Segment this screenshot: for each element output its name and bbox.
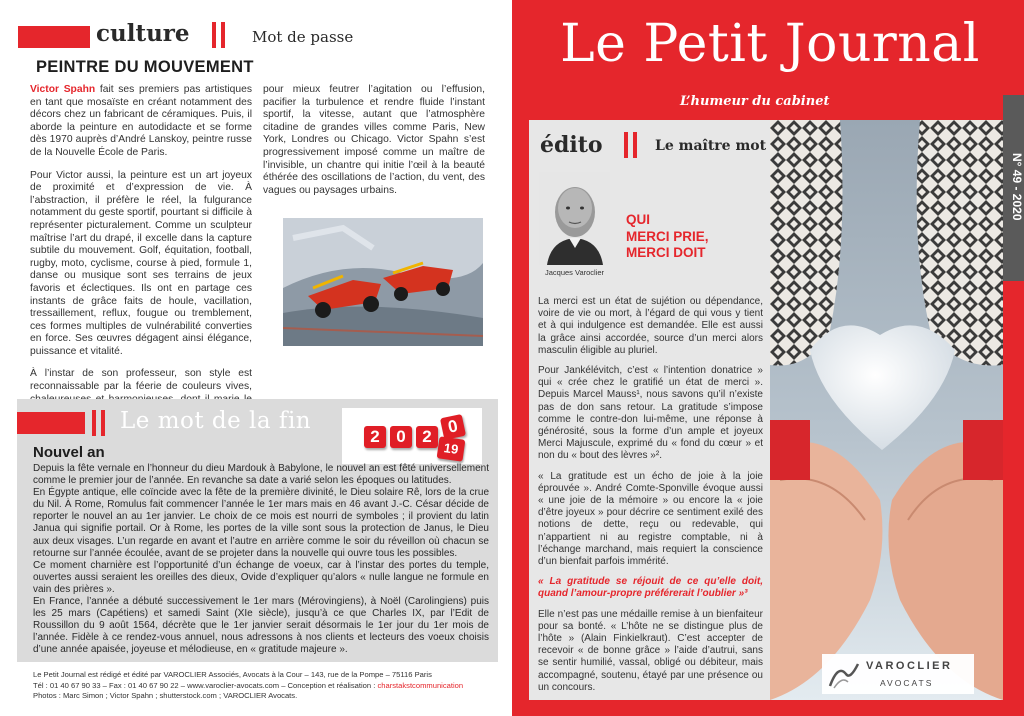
masthead-subtitle: L’humeur du cabinet [680, 94, 830, 109]
article-column-2 [263, 84, 485, 207]
fin-divider [92, 410, 105, 436]
fin-accent-bar [17, 412, 85, 434]
fin-paragraph: Depuis la fête vernale en l’honneur du dieu Mardouk à Babylone, le nouvel an est fêté universellement comme le premier jour de l’année. En revanche sa date a varié selon les époques ou latitudes. [33, 463, 489, 487]
logo-wordmark: VAROCLIER [866, 660, 953, 672]
edito-tagline: Le maître mot [655, 138, 767, 154]
author-name: Jacques Varoclier [545, 268, 605, 277]
issue-number: N° 49 - 2020 [1010, 153, 1024, 221]
die-icon: 2 [364, 426, 386, 448]
article-column-1 [30, 84, 252, 429]
portrait-illustration [539, 172, 610, 265]
section-divider [212, 22, 225, 48]
fin-heading: Nouvel an [33, 444, 105, 461]
edito-paragraph: Elle n’est pas une médaille remise à un bienfaiteur pour sa bonté. « L’hôte ne se distingue plus de l’hôte » (Alain Finkielkraut). C’est accepter de recevoir « de bonne grâce » l’aide d’autrui, sans se sentir humilié, vassal, obligé ou débiteur, mais accompagné, soutenu, étayé par une présence ou un concours. [538, 608, 763, 693]
logo-subtitle: AVOCATS [880, 678, 934, 688]
edito-section-title: édito [540, 132, 603, 158]
edito-pull-quote: « La gratitude se réjouit de ce qu’elle doit, quand l’amour-propre préférerait l’oublier »³ [538, 576, 763, 600]
masthead-title: Le Petit Journal [560, 14, 980, 74]
fin-section-title: Le mot de la fin [120, 408, 312, 434]
artist-name: Victor Spahn [30, 84, 96, 95]
article-heading: PEINTRE DU MOUVEMENT [36, 58, 254, 76]
fin-paragraph: En France, l’année a débuté successivement le 1er mars (Mérovingiens), à Noël (Carolingiens) puis les 25 mars (Capétiens) et samedi Saint (XIe siècle), jusqu’à ce que Charles IX, par l’Edit de Roussillon du 9 août 1564, décrète que le 1er janvier serait désormais le 1er jour du 1er mois de l’année. Fidèle à ce rendez-vous annuel, nous adressons à nos clients et lecteurs des voeux choisis d’une année apaisée, joyeuse et mélodieuse, en « gratitude majeure ». [33, 596, 489, 656]
fin-paragraph: En Égypte antique, elle coïncide avec la fête de la première divinité, le Dieu solaire Rê, lors de la crue du Nil. À Rome, Romulus fait commencer l’année le 1er mars mais en 46 avant J.-C. César décide de reporter le nouvel an au 1er janvier. Le choix de ce mois est nourri de symboles ; il provient du latin Janua qui signifie portail. Or à Rome, les portes de la ville sont sous la protection de Janus, le Dieu aux deux visages. L’un regarde en avant et l’autre en arrière comme le soir du réveillon où chacun se retourne sur l’année écoulée, avant de se projeter dans la nouvelle qui ouvre tous les possibles. [33, 487, 489, 559]
dice-2020-image [342, 408, 482, 464]
die-icon: 0 [440, 414, 466, 440]
article-paragraph: pour mieux feutrer l’agitation ou l’effusion, pacifier la turbulence et rendre fluide l’instant sportif, la vitesse, autant que l’atmosphère citadine de grandes villes comme Paris, New York, Londres ou Chicago. Victor Spahn s’est progressivement imposé comme un maître de l’invisible, un chantre qui initie l’œil à la beauté éthérée des oscillations de l’action, du vent, des vagues ou paysages urbains. [263, 84, 485, 196]
edito-divider [624, 132, 637, 158]
article-paragraph: Pour Victor aussi, la peinture est un art joyeux de proximité et d’expression de vie. À l’abstraction, il préfère le réel, la fulgurance notamment du geste sportif, pourtant si difficile à représenter picturalement. Comme un sculpteur maîtrise l’art du drapé, il excelle dans la capture subtile du mouvement. Golf, équitation, football, rugby, moto, cyclisme, course à pied, formule 1, danse ou musique sont ses terrains de jeux favoris et éclectiques. Ils ont en partage ces instants de grâce faits de houle, vacillation, tressaillement, reflux, fougue ou tremblement, ces formes multiples de vulnérabilité converties en force. Ses œuvres dégagent ainsi élégance, puissance et vitalité. [30, 169, 252, 357]
fin-article [33, 463, 489, 657]
painting-illustration [283, 218, 483, 346]
photo-illustration [770, 120, 1003, 700]
article-paragraph: À l’instar de son professeur, son style est reconnaissable par la féerie de couleurs vives, [30, 368, 252, 393]
snow-heart-photo [770, 120, 1003, 700]
edito-headline: QUI MERCI PRIE, MERCI DOIT [626, 212, 709, 260]
footer-publisher: Le Petit Journal est rédigé et édité par VAROCLIER Associés, Avocats à la Cour – 143, rue de la Pompe – 75116 Paris [33, 670, 432, 679]
section-accent-bar [18, 26, 90, 48]
varoclier-logo-mark-icon [828, 660, 860, 690]
edito-article [538, 296, 763, 702]
article-paragraph: Victor Spahn fait ses premiers pas artistiques en tant que mosaïste en créant notamment des décors chez un fabricant de céramiques. Puis, il aborde la peinture en autodidacte et se forme dès 1970 auprès d’André Lanskoy, peintre russe de la Nouvelle École de Paris. [30, 84, 252, 158]
fin-paragraph: Ce moment charnière est l’opportunité d’un échange de voeux, car à l’instar des portes du temple, ouvertes aussi seraient les oreilles des dieux, Ovide d’expliquer qu’alors « nulle langue ne formule en vain des prières ». [33, 559, 489, 595]
formula-one-painting [283, 218, 483, 346]
edito-paragraph: « La gratitude est un écho de joie à la joie éprouvée ». André Comte-Sponville évoque aussi « une joie de la mémoire » ou encore la « joie d’être joyeux » pour décrire ce sentiment exilé des notions de dette, reçu ou redevable, qui n’appartient ni au registre comptable, ni à l’échange marchand, mais requiert la conscience d’un bienfait parfois immérité. [538, 470, 763, 568]
author-portrait [539, 172, 610, 265]
die-icon: 0 [390, 426, 412, 448]
footer-credits: Photos : Marc Simon ; Victor Spahn ; shutterstock.com ; VAROCLIER Avocats. [33, 691, 298, 700]
section-tagline: Mot de passe [252, 28, 354, 46]
section-title-culture: culture [96, 20, 190, 47]
publication-footer [17, 665, 498, 709]
die-icon: 2 [416, 426, 438, 448]
die-icon: 19 [437, 436, 466, 461]
edito-paragraph: Pour Jankélévitch, c’est « l’intention donatrice » qui « crée chez le gratifié un état de merci ». Depuis Marcel Mauss¹, nous savons qu’il n’existe pas de don sans retour. La gratitude s’impose comme le contre-don lui-même, une réponse à générosité, sous la forme d’un ample et joyeux Merci Majuscule, exprimé du « fond du cœur » et non du « bout des lèvres »². [538, 365, 763, 462]
footer-contact: Tél : 01 40 67 90 33 – Fax : 01 40 67 90 22 – www.varoclier-avocats.com – Conception et réalisation : charstakstcommunication [33, 680, 464, 690]
edito-paragraph: La merci est un état de sujétion ou dépendance, voire de vie ou mort, à l’égard de qui vous y tient et à qui indulgence est demandée. Elle est aussi la grâce ainsi accordée, source d’un merci alors masculin éligible au pluriel. [538, 296, 763, 356]
footer-agency: charstakstcommunication [377, 680, 464, 690]
